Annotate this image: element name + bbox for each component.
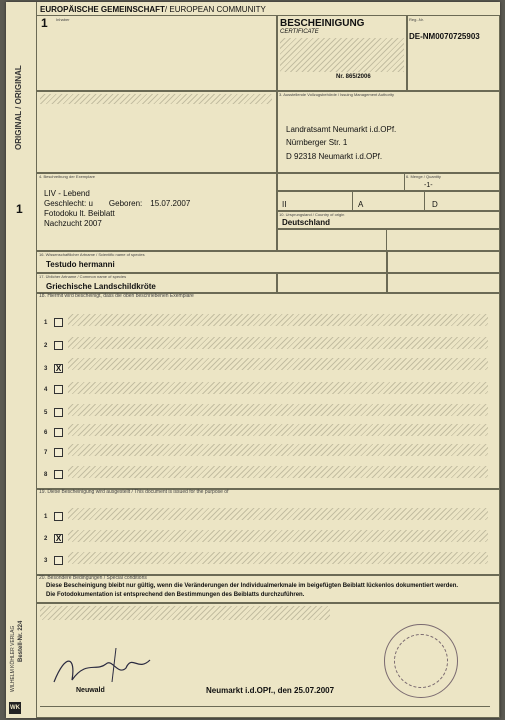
box-11-12 [276,228,500,252]
divider [386,228,387,250]
authority-name: Landratsamt Neumarkt i.d.OPf. [286,125,397,134]
box-15 [386,272,500,294]
divider [352,190,353,210]
s18-option-4-checkbox[interactable] [54,385,63,394]
box-7-9 [276,190,500,212]
regulation-number: Nr. 865/2006 [336,74,371,80]
s18-option-1-text [68,314,488,326]
authority-label: 3. Ausstellende Vollzugsbehörde / Issuing Management Authority [279,92,394,97]
origin-value: Deutschland [282,218,331,227]
box-13 [386,250,500,274]
s18-option-6-checkbox[interactable] [54,428,63,437]
s18-option-4-text [68,382,488,394]
special-conditions-line-1: Diese Bescheinigung bleibt nur gültig, wenn die Veränderungen der Individualmerkmale im beigefügten Beiblatt lückenlos dokumentiert werden. [46,583,459,589]
s18-option-1-checkbox[interactable] [54,318,63,327]
s19-option-3-text [68,552,488,564]
s19-option-3-number: 3 [44,558,48,564]
s18-option-5-checkbox[interactable] [54,408,63,417]
specimen-line-1: LIV - Lebend [44,189,90,198]
box-1-holder [36,15,278,92]
specimen-label: 4. Beschreibung der Exemplare [39,174,96,179]
s18-option-2-text [68,337,488,349]
copy-number: 1 [16,202,23,216]
s19-option-2-checkbox[interactable]: X [55,534,62,543]
s19-option-1-number: 1 [44,514,48,520]
publisher-name: WILHELM KÖHLER VERLAG [10,625,16,692]
scientific-name: Testudo hermanni [46,260,115,269]
s18-option-8-text [68,466,488,478]
union-title: EUROPÄISCHE GEMEINSCHAFT/ EUROPEAN COMMUNITY [40,5,266,14]
signature-scribble [46,642,166,692]
s18-option-2-number: 2 [44,343,48,349]
s18-option-5-text [68,404,488,416]
specimen-line-2: Geschlecht: u Geboren: 15.07.2007 [44,199,191,208]
signatory-name: Neuwald [76,687,105,694]
box-5-6 [276,172,500,192]
s19-option-1-text [68,508,488,520]
official-seal-inner [394,634,448,688]
s19-option-3-checkbox[interactable] [54,556,63,565]
s18-option-6-number: 6 [44,430,48,436]
s18-option-3-text [68,358,488,370]
s18-option-1-number: 1 [44,320,48,326]
s19-option-2-number: 2 [44,536,48,542]
s19-option-1-checkbox[interactable] [54,512,63,521]
s19-option-2-text [68,530,488,542]
section-20-label: 20. Besondere Bedingungen / Special conditions [39,575,147,581]
place-and-date: Neumarkt i.d.OPf., den 25.07.2007 [206,686,335,695]
s18-option-8-checkbox[interactable] [54,470,63,479]
s18-option-7-text [68,444,488,456]
s18-option-3-checkbox[interactable]: X [55,364,62,373]
certificate-title: BESCHEINIGUNG [280,18,365,29]
regulation-text [280,38,404,72]
annex-b-value: A [358,200,364,209]
s18-option-6-text [68,424,488,436]
s18-option-3-number: 3 [44,366,48,372]
source-value: D [432,200,438,209]
registration-number: DE-NM0070725903 [409,32,480,41]
publisher-logo: WK [9,702,21,714]
s18-option-7-number: 7 [44,450,48,456]
box-2-label [40,94,272,104]
authority-street: Nürnberger Str. 1 [286,138,348,147]
scientific-label: 16. Wissenschaftlicher Artname / Scientific name of species [39,252,145,257]
s18-option-4-number: 4 [44,387,48,393]
s18-option-8-number: 8 [44,472,48,478]
quantity-value: -1- [424,182,433,189]
section-18-label: 18. Hiermit wird bescheinigt, dass die oben beschriebenen Exemplare [39,293,194,299]
common-label: 17. Üblicher Artname / Common name of species [39,274,127,279]
annex-value: II [282,200,287,209]
divider [404,172,405,190]
order-number: Bestell-Nr. 224 [18,620,24,662]
s18-option-7-checkbox[interactable] [54,448,63,457]
quantity-label: 6. Menge / Quantity [406,174,441,179]
section-19-label: 19. Diese Bescheinigung wird ausgestellt / This document is issued for the purpose of [39,489,229,495]
origin-label: 10. Ursprungsland / Country of origin [279,212,345,217]
common-name: Griechische Landschildkröte [46,282,156,291]
registration-box [406,15,500,92]
special-conditions-line-2: Die Fotodokumentation ist entsprechend den Bestimmungen des Beiblatts durchzuführen. [46,592,305,598]
box-1-label: Inhaber [56,17,70,22]
specimen-line-3: Fotodoku lt. Beiblatt [44,209,115,218]
specimen-line-4: Nachzucht 2007 [44,219,102,228]
section-21-text [40,606,330,620]
s18-option-5-number: 5 [44,410,48,416]
divider [424,190,425,210]
certificate-title-en: CERTIFICATE [280,29,319,35]
signature-line [40,706,490,707]
registration-label: Reg.-Nr. [409,17,424,22]
original-label: ORIGINAL / ORIGINAL [14,65,23,150]
authority-city: D 92318 Neumarkt i.d.OPf. [286,152,383,161]
certificate-page [6,2,500,718]
s18-option-2-checkbox[interactable] [54,341,63,350]
box-1-number: 1 [41,16,48,30]
box-14 [276,272,388,294]
